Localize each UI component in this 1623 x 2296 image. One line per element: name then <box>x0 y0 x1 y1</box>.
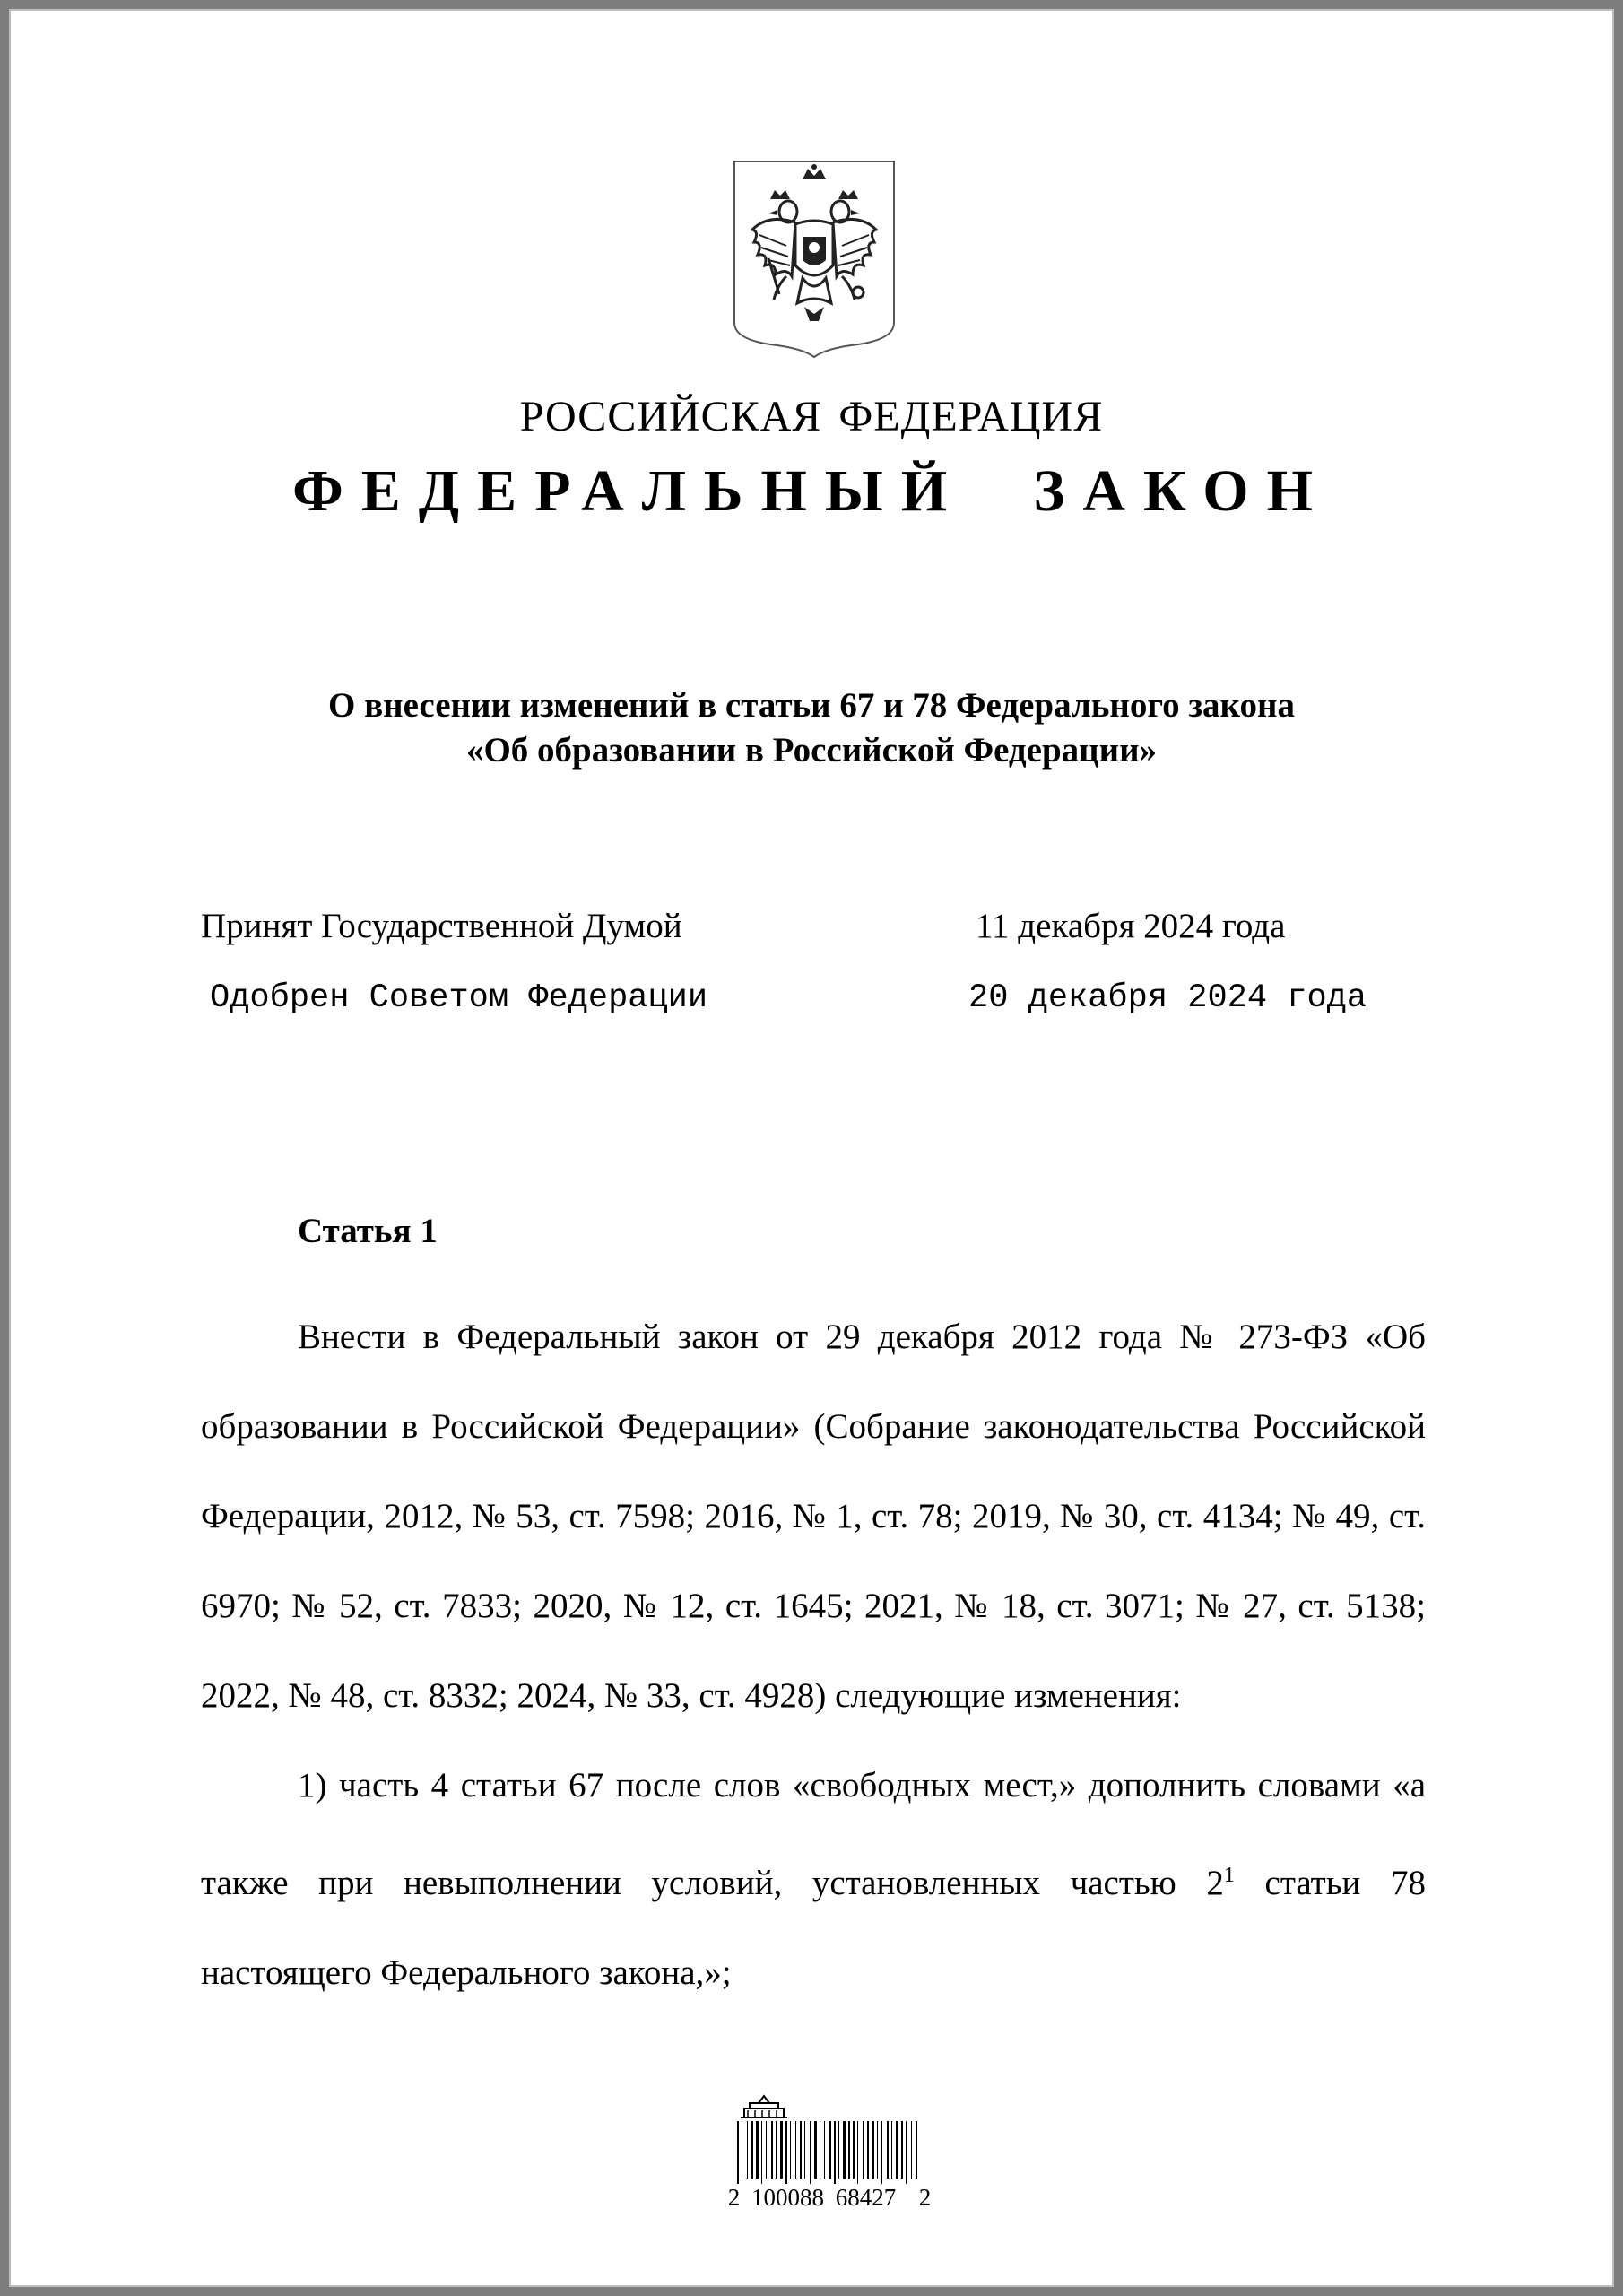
barcode-bar <box>843 2121 846 2179</box>
article-body <box>201 1292 1426 2018</box>
barcode-bar <box>834 2121 836 2184</box>
paragraph-2-text-start: 1) часть 4 статьи 67 после слов «свободных мест,» дополнить словами «а также при невыполнении условий, установленных частью 2 <box>201 1766 1426 1902</box>
barcode-bar <box>863 2121 864 2179</box>
barcode-bar <box>761 2121 762 2184</box>
approved-label: Одобрен Советом Федерации <box>210 979 708 1017</box>
barcode-number: 2 100088 68427 2 <box>727 2184 932 2211</box>
adopted-date: 11 декабря 2024 года <box>976 907 1286 945</box>
barcode-bar <box>824 2121 825 2179</box>
barcode-bar <box>877 2121 878 2179</box>
barcode-bar <box>916 2121 917 2179</box>
barcode-bar <box>780 2121 783 2179</box>
barcode-bar <box>881 2121 882 2184</box>
article-paragraph-1: Внести в Федеральный закон от 29 декабря 2012 года № 273-ФЗ «Об образовании в Российской Федерации» (Собрание законодательства Российской Федерации, 2012, № 53, ст. 7598; 2016, № 1, ст. 78; 2019, № 30, ст. 4134; № 49, ст. 6970; № 52, ст. 7833; 2020, № 12, ст. 1645; 2021, № 18, ст. 3071; № 27, ст. 5138; 2022, № 48, ст. 8332; 2024, № 33, ст. 4928) следующие изменения: <box>201 1318 1426 1715</box>
barcode-bar <box>810 2121 812 2184</box>
law-type-heading: ФЕДЕРАЛЬНЫЙ ЗАКОН <box>292 458 1331 524</box>
paragraph-2-text-end: статьи 78 настоящего Федерального закона,»; <box>201 1864 1426 1992</box>
barcode-bar <box>887 2121 889 2179</box>
barcode-bar <box>867 2121 869 2179</box>
paragraph-2-superscript: 1 <box>1223 1864 1235 1887</box>
barcode-bar <box>896 2121 898 2179</box>
law-title <box>0 683 1623 773</box>
barcode-bar <box>785 2121 787 2184</box>
approved-date: 20 декабря 2024 года <box>968 979 1367 1017</box>
barcode-bar <box>751 2121 753 2179</box>
law-title-line-2: «Об образовании в Российской Федерации» <box>465 731 1158 770</box>
coat-of-arms-icon <box>733 160 896 359</box>
barcode-bar <box>901 2121 903 2179</box>
barcode-bar <box>766 2121 767 2179</box>
barcode-bars-icon <box>737 2121 922 2184</box>
barcode-bar <box>848 2121 850 2179</box>
barcode-bar <box>795 2121 796 2179</box>
barcode-bar <box>891 2121 892 2179</box>
barcode-bar <box>790 2121 791 2179</box>
barcode-bar <box>804 2121 805 2179</box>
barcode-bar <box>857 2121 858 2184</box>
barcode-bar <box>737 2121 739 2184</box>
barcode-bar <box>800 2121 802 2179</box>
barcode-bar <box>853 2121 855 2179</box>
barcode-bar <box>838 2121 839 2179</box>
barcode-bar <box>814 2121 817 2179</box>
article-heading: Статья 1 <box>298 1212 438 1250</box>
barcode-bar <box>776 2121 777 2179</box>
article-paragraph-2 <box>201 1741 1426 2018</box>
barcode-bar <box>911 2121 912 2179</box>
barcode-bar <box>872 2121 874 2179</box>
barcode-bar <box>829 2121 831 2179</box>
adopted-label: Принят Государственной Думой <box>201 907 682 945</box>
law-title-line-1: О внесении изменений в статьи 67 и 78 Федерального закона <box>328 686 1295 725</box>
barcode-bar <box>906 2121 907 2184</box>
barcode <box>717 2094 942 2220</box>
building-logo-icon <box>737 2094 791 2121</box>
country-name: РОССИЙСКАЯ ФЕДЕРАЦИЯ <box>519 393 1104 440</box>
barcode-bar <box>756 2121 759 2179</box>
barcode-bar <box>771 2121 773 2179</box>
barcode-bar <box>747 2121 748 2179</box>
